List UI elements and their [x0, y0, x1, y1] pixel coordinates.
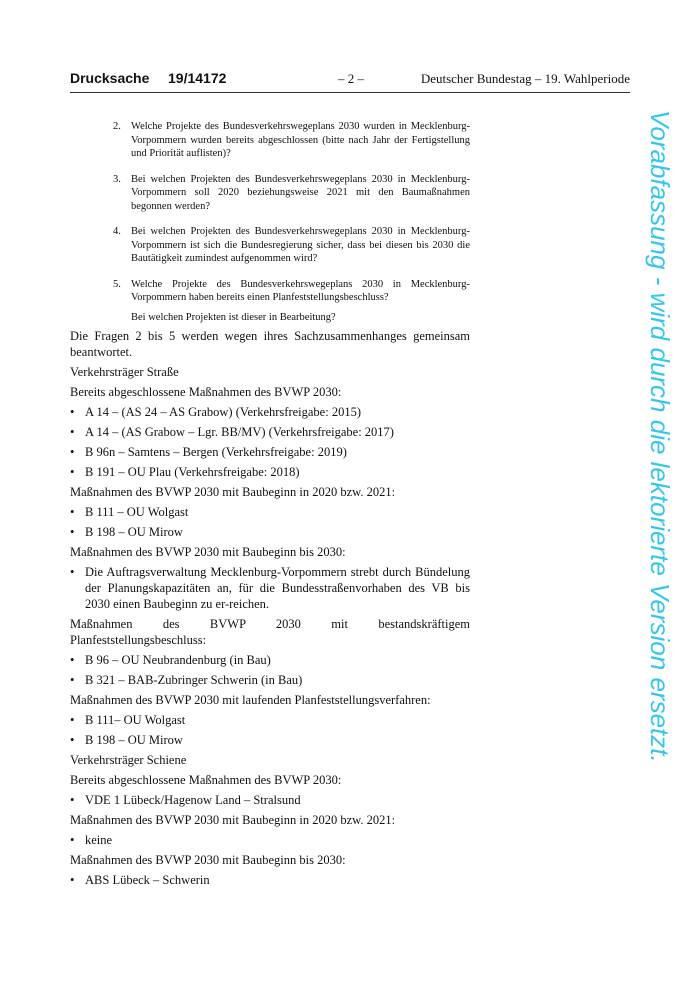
question-4: 4. Bei welchen Projekten des Bundesverkehrswegeplans 2030 in Mecklenburg-Vorpommern ist sich die Bundesregierung sicher, dass bei diesen bis 2030 die Bautätigkeit zumindest aufgenommen wird?	[113, 226, 470, 264]
page-number: – 2 –	[338, 71, 364, 86]
list-item: • B 198 – OU Mirow	[70, 525, 183, 539]
list-title: Maßnahmen des BVWP 2030 mit Baubeginn in 2020 bzw. 2021:	[70, 485, 396, 499]
list-item: • B 111 – OU Wolgast	[70, 505, 189, 519]
question-3: 3. Bei welchen Projekten des Bundesverkehrswegeplans 2030 in Mecklenburg-Vorpommern soll 2020 beziehungsweise 2021 mit den Baumaßnahmen begonnen werden?	[113, 173, 470, 212]
page-header	[70, 70, 630, 93]
list-item: • ABS Lübeck – Schwerin	[70, 873, 210, 887]
list-title: Bereits abgeschlossene Maßnahmen des BVWP 2030:	[70, 773, 342, 787]
section-heading-road: Verkehrsträger Straße	[70, 365, 179, 379]
question-text: Bei welchen Projekten des Bundesverkehrswegeplans 2030 in Mecklenburg-Vorpommern soll 2020 beziehungsweise 2021 mit den Baumaßnahmen begonnen werden?	[131, 173, 470, 212]
list-item: • B 96 – OU Neubrandenburg (in Bau)	[70, 653, 271, 667]
answer-block	[70, 328, 470, 892]
doc-label: Drucksache	[70, 70, 150, 86]
list-title: Maßnahmen des BVWP 2030 mit Baubeginn in 2020 bzw. 2021:	[70, 813, 396, 827]
list-item: • keine	[70, 833, 113, 847]
questions-block	[110, 120, 470, 336]
list-item: • A 14 – (AS Grabow – Lgr. BB/MV) (Verkehrsfreigabe: 2017)	[70, 425, 394, 439]
parliament-label: Deutscher Bundestag – 19. Wahlperiode	[420, 71, 630, 86]
list-item: • Die Auftragsverwaltung Mecklenburg-Vorpommern strebt durch Bündelung der Planungskapazitäten an, für die Bundesstraßenvorhaben des VB bis 2030 einen Baubeginn zu er-reichen.	[70, 565, 470, 611]
list-item: • B 191 – OU Plau (Verkehrsfreigabe: 2018)	[70, 465, 300, 479]
doc-number: 19/14172	[168, 70, 227, 86]
list-item: • A 14 – (AS 24 – AS Grabow) (Verkehrsfreigabe: 2015)	[70, 405, 361, 419]
list-item: • VDE 1 Lübeck/Hagenow Land – Stralsund	[70, 793, 301, 807]
list-item: • B 111– OU Wolgast	[70, 713, 186, 727]
question-text: Welche Projekte des Bundesverkehrswegeplans 2030 in Mecklenburg-Vorpommern haben bereits einen Planfeststellungsbeschluss?	[131, 278, 470, 303]
question-2: 2. Welche Projekte des Bundesverkehrswegeplans 2030 wurden in Mecklenburg-Vorpommern wurden bereits abgeschlossen (bitte nach Jahr der Fertigstellung und Priorität auflisten)?	[113, 121, 470, 159]
list-item: • B 198 – OU Mirow	[70, 733, 183, 747]
list-title: Bereits abgeschlossene Maßnahmen des BVWP 2030:	[70, 385, 342, 399]
draft-watermark: Vorabfassung - wird durch die lektorierte Version ersetzt.	[645, 110, 675, 763]
list-title: Maßnahmen des BVWP 2030 mit bestandskräftigem Planfeststellungsbeschluss:	[70, 617, 470, 647]
question-text: Bei welchen Projekten des Bundesverkehrswegeplans 2030 in Mecklenburg-Vorpommern ist sich die Bundesregierung sicher, dass bei diesen bis 2030 die Bautätigkeit zumindest aufgenommen wird?	[131, 226, 470, 264]
list-title: Maßnahmen des BVWP 2030 mit Baubeginn bis 2030:	[70, 545, 346, 559]
question-subtext: Bei welchen Projekten ist dieser in Bearbeitung?	[131, 311, 336, 323]
section-heading-rail: Verkehrsträger Schiene	[70, 753, 187, 767]
question-5: 5. Welche Projekte des Bundesverkehrswegeplans 2030 in Mecklenburg-Vorpommern haben bereits einen Planfeststellungsbeschluss? Bei welchen Projekten ist dieser in Bearbeitung?	[113, 278, 470, 323]
list-item: • B 321 – BAB-Zubringer Schwerin (in Bau)	[70, 673, 303, 687]
answer-intro: Die Fragen 2 bis 5 werden wegen ihres Sachzusammenhanges gemeinsam beantwortet.	[70, 329, 470, 359]
list-item: • B 96n – Samtens – Bergen (Verkehrsfreigabe: 2019)	[70, 445, 347, 459]
list-title: Maßnahmen des BVWP 2030 mit Baubeginn bis 2030:	[70, 853, 346, 867]
list-title: Maßnahmen des BVWP 2030 mit laufenden Planfeststellungsverfahren:	[70, 693, 431, 707]
question-text: Welche Projekte des Bundesverkehrswegeplans 2030 wurden in Mecklenburg-Vorpommern wurden bereits abgeschlossen (bitte nach Jahr der Fertigstellung und Priorität auflisten)?	[131, 121, 470, 159]
